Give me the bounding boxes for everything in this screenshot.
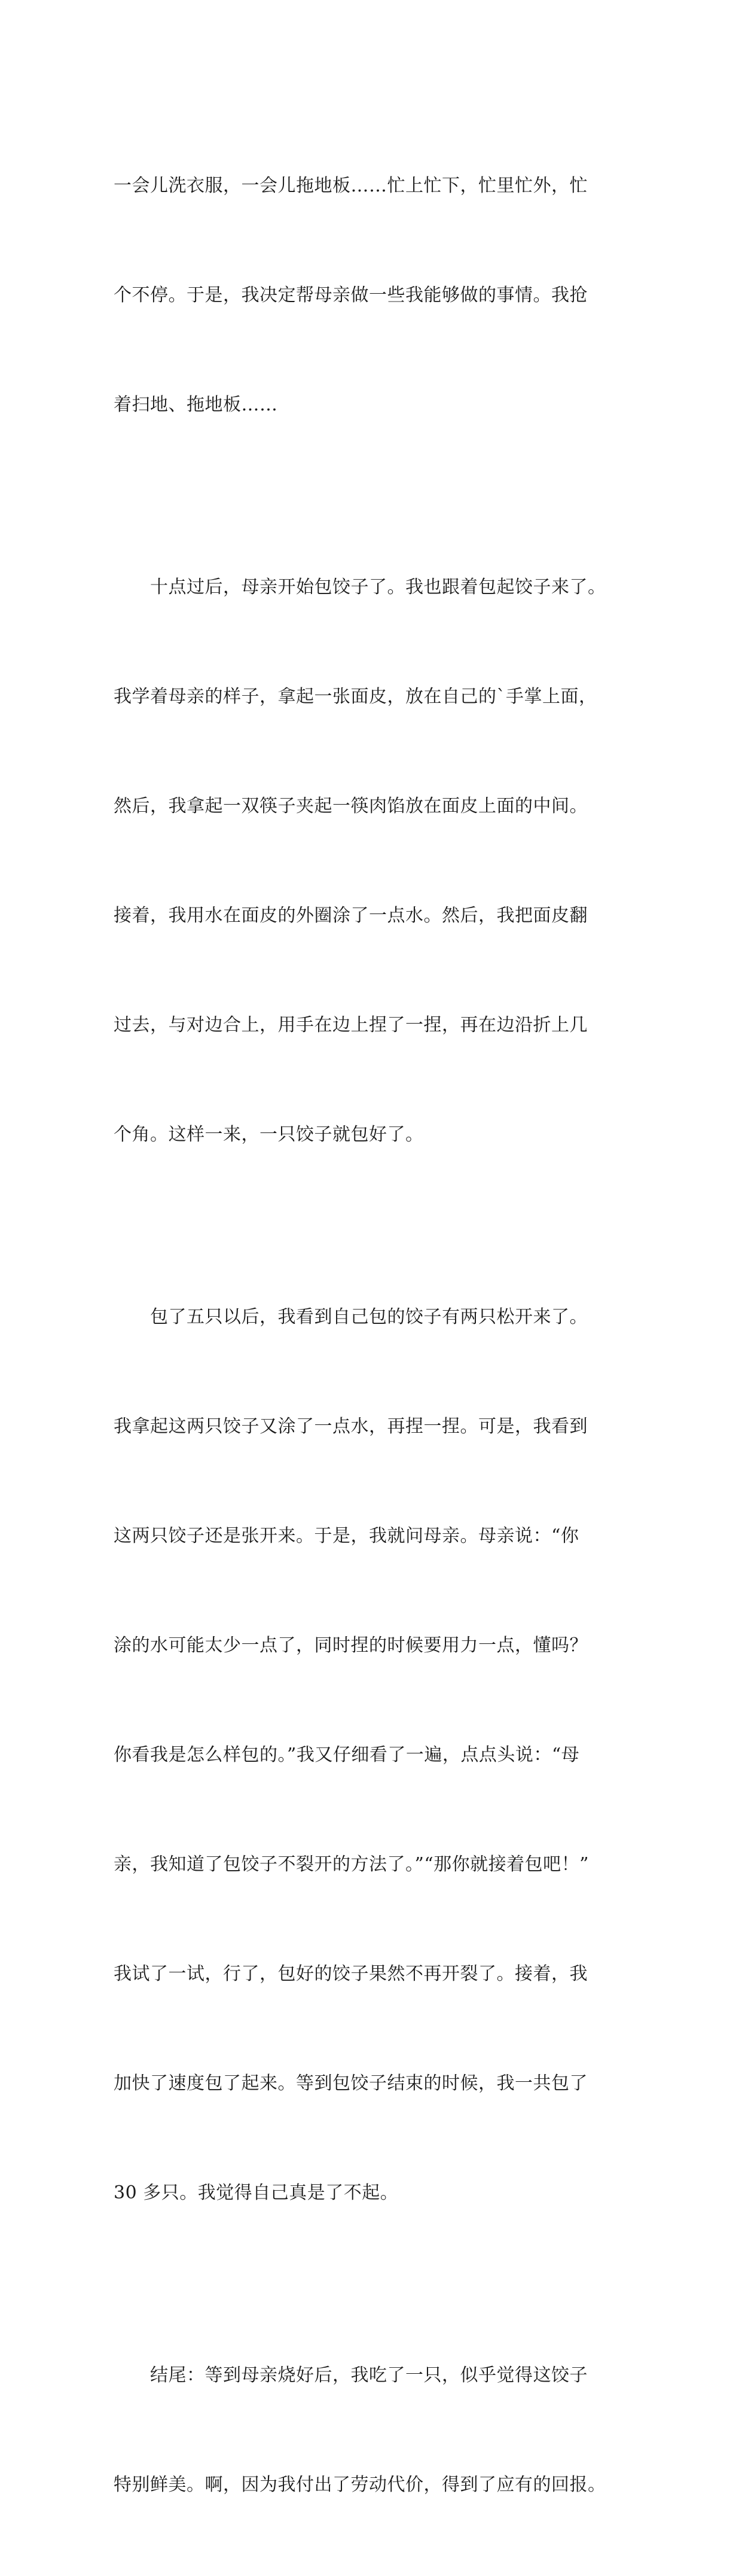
text-line: 过去，与对边合上，用手在边上捏了一捏，再在边沿折上几 [114, 1015, 588, 1036]
text-line: 亲，我知道了包饺子不裂开的方法了。”“那你就接着包吧！” [114, 1854, 590, 1875]
paragraph-4 [114, 2284, 634, 2576]
text-line: 接着，我用水在面皮的外圈涂了一点水。然后，我把面皮翻 [114, 905, 588, 926]
text-line: 然后，我拿起一双筷子夹起一筷肉馅放在面皮上面的中间。 [114, 796, 588, 817]
text-line: 30 多只。我觉得自己真是了不起。 [114, 2182, 399, 2203]
text-line: 我试了一试，行了，包好的饺子果然不再开裂了。接着，我 [114, 1963, 588, 1984]
text-line: 包了五只以后，我看到自己包的饺子有两只松开来了。 [114, 1307, 588, 1327]
document-body [114, 95, 634, 2576]
text-line: 结尾：等到母亲烧好后，我吃了一只，似乎觉得这饺子 [114, 2365, 588, 2386]
text-line: 着扫地、拖地板…… [114, 394, 278, 415]
text-line: 一会儿洗衣服，一会儿拖地板……忙上忙下，忙里忙外，忙 [114, 175, 588, 196]
text-line: 涂的水可能太少一点了，同时捏的时候要用力一点，懂吗？ [114, 1635, 588, 1656]
text-line: 加快了速度包了起来。等到包饺子结束的时候，我一共包了 [114, 2073, 588, 2094]
text-line: 你看我是怎么样包的。”我又仔细看了一遍，点点头说：“母 [114, 1744, 580, 1765]
paragraph-1 [114, 95, 634, 496]
text-line: 我拿起这两只饺子又涂了一点水，再捏一捏。可是，我看到 [114, 1416, 588, 1437]
paragraph-2 [114, 496, 634, 1226]
text-line: 这两只饺子还是张开来。于是，我就问母亲。母亲说：“你 [114, 1525, 579, 1546]
paragraph-3 [114, 1226, 634, 2284]
text-line: 十点过后，母亲开始包饺子了。我也跟着包起饺子来了。 [114, 577, 606, 598]
text-line: 我学着母亲的样子，拿起一张面皮，放在自己的`手掌上面， [114, 686, 597, 707]
text-line: 个角。这样一来，一只饺子就包好了。 [114, 1124, 424, 1145]
text-line: 特别鲜美。啊，因为我付出了劳动代价，得到了应有的回报。 [114, 2474, 606, 2495]
text-line: 个不停。于是，我决定帮母亲做一些我能够做的事情。我抢 [114, 285, 588, 306]
